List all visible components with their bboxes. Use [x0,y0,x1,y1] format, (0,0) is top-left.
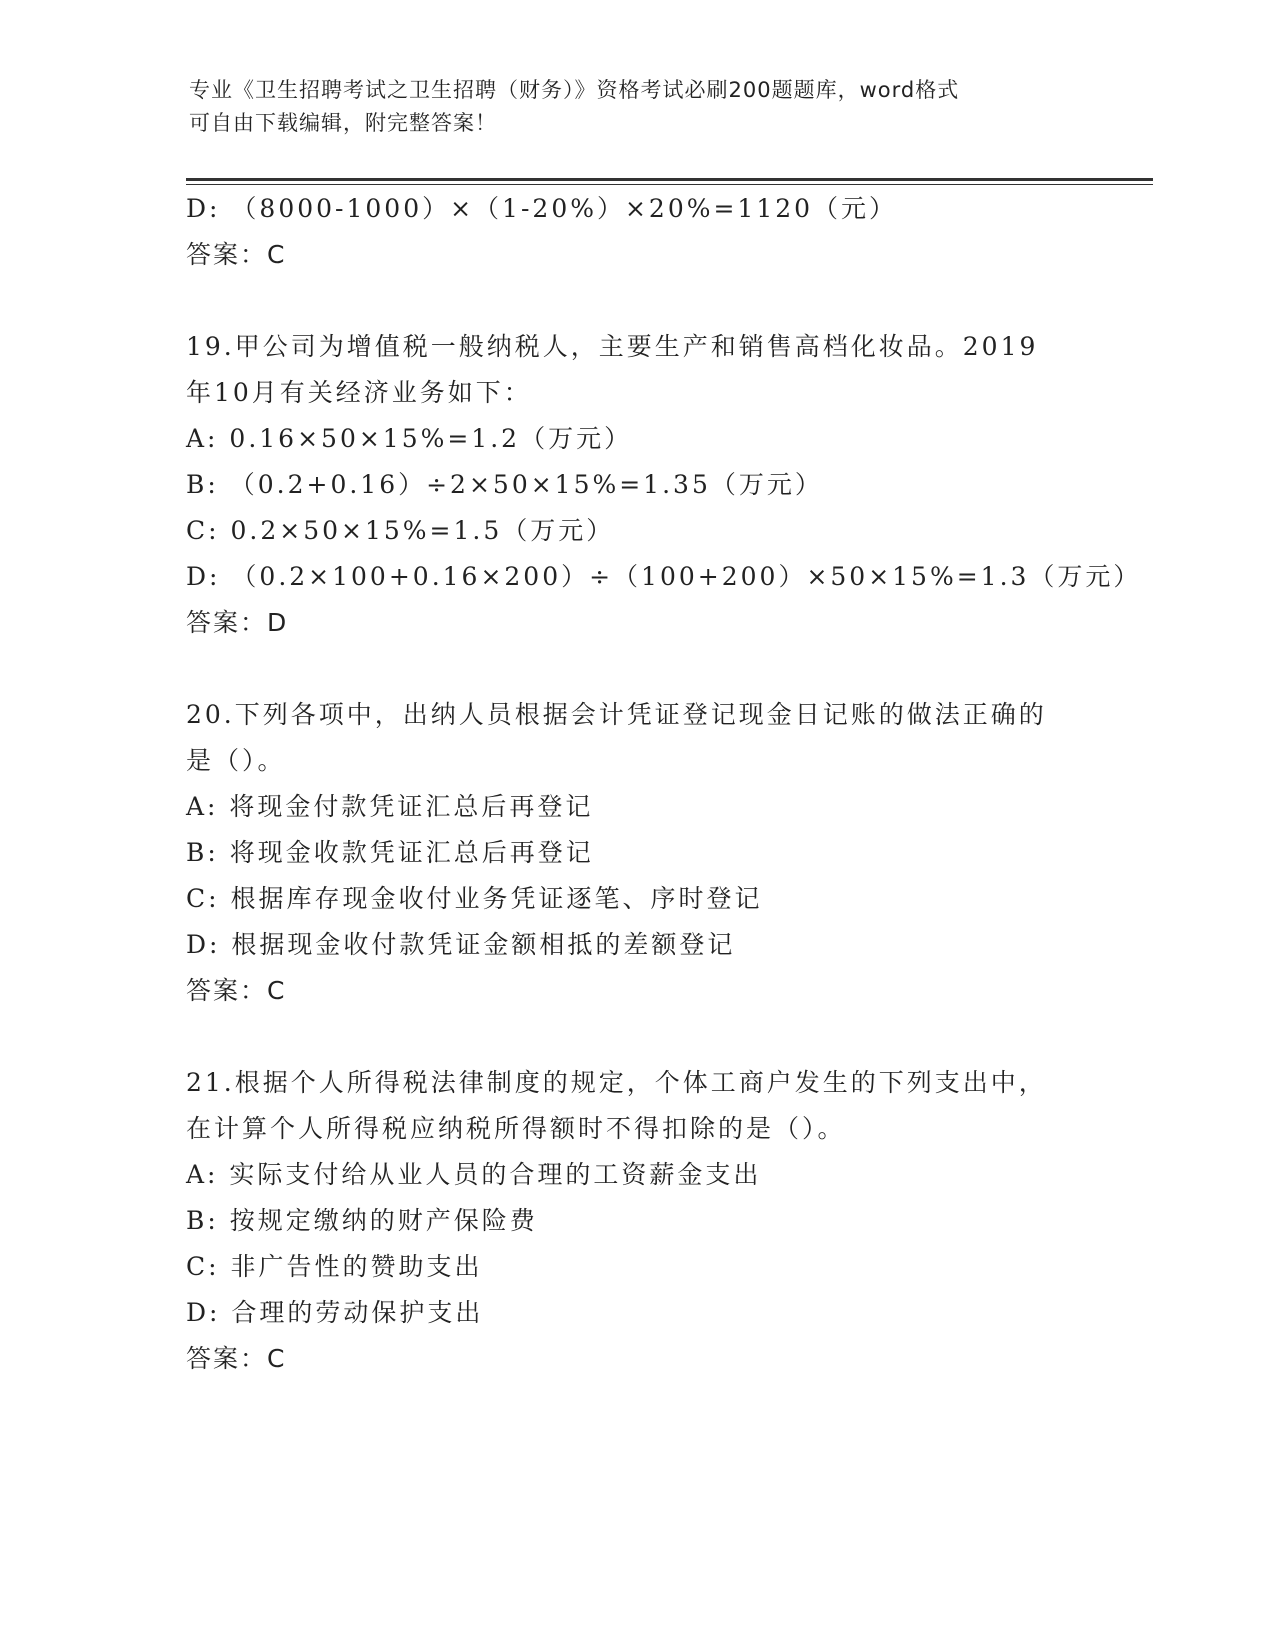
header-divider-thin [186,184,1153,185]
answer-line: 答案：C [186,976,287,1005]
question-19 [186,324,1142,646]
question-stem-line-1: 20.下列各项中，出纳人员根据会计凭证登记现金日记账的做法正确的 [186,700,1047,729]
question-stem-line-2: 是（）。 [186,746,286,775]
header-line-2: 可自由下载编辑，附完整答案！ [189,111,497,135]
option-c: C: 根据库存现金收付业务凭证逐笔、序时登记 [186,884,763,913]
header-line-1: 专业《卫生招聘考试之卫生招聘（财务）》资格考试必刷200题题库，word格式 [189,78,960,102]
question-stem-line-2: 在计算个人所得税应纳税所得额时不得扣除的是（）。 [186,1114,846,1143]
question-20 [186,692,1086,1014]
option-c: C: 非广告性的赞助支出 [186,1252,483,1281]
answer-line: 答案：D [186,608,289,637]
question-21 [186,1060,1086,1382]
option-d: D: 根据现金收付款凭证金额相抵的差额登记 [186,930,736,959]
document-header [189,74,1069,140]
question-stem-line-2: 年10月有关经济业务如下： [186,378,532,407]
option-d: D: （8000-1000）×（1-20%）×20%=1120（元） [186,194,898,223]
option-d: D: （0.2×100+0.16×200）÷（100+200）×50×15%=1.3（万元） [186,562,1142,591]
option-a: A: 将现金付款凭证汇总后再登记 [186,792,594,821]
question-stem-line-1: 19.甲公司为增值税一般纳税人，主要生产和销售高档化妆品。2019 [186,332,1039,361]
option-b: B: （0.2+0.16）÷2×50×15%=1.35（万元） [186,470,823,499]
answer-line: 答案：C [186,240,287,269]
previous-question-tail [186,186,1086,278]
document-body [186,186,1142,1382]
option-b: B: 按规定缴纳的财产保险费 [186,1206,538,1235]
option-a: A: 实际支付给从业人员的合理的工资薪金支出 [186,1160,762,1189]
option-c: C: 0.2×50×15%=1.5（万元） [186,516,615,545]
answer-line: 答案：C [186,1344,287,1373]
header-divider-thick [186,178,1153,181]
option-d: D: 合理的劳动保护支出 [186,1298,484,1327]
option-a: A: 0.16×50×15%=1.2（万元） [186,424,633,453]
question-stem-line-1: 21.根据个人所得税法律制度的规定，个体工商户发生的下列支出中， [186,1068,1047,1097]
option-b: B: 将现金收款凭证汇总后再登记 [186,838,594,867]
